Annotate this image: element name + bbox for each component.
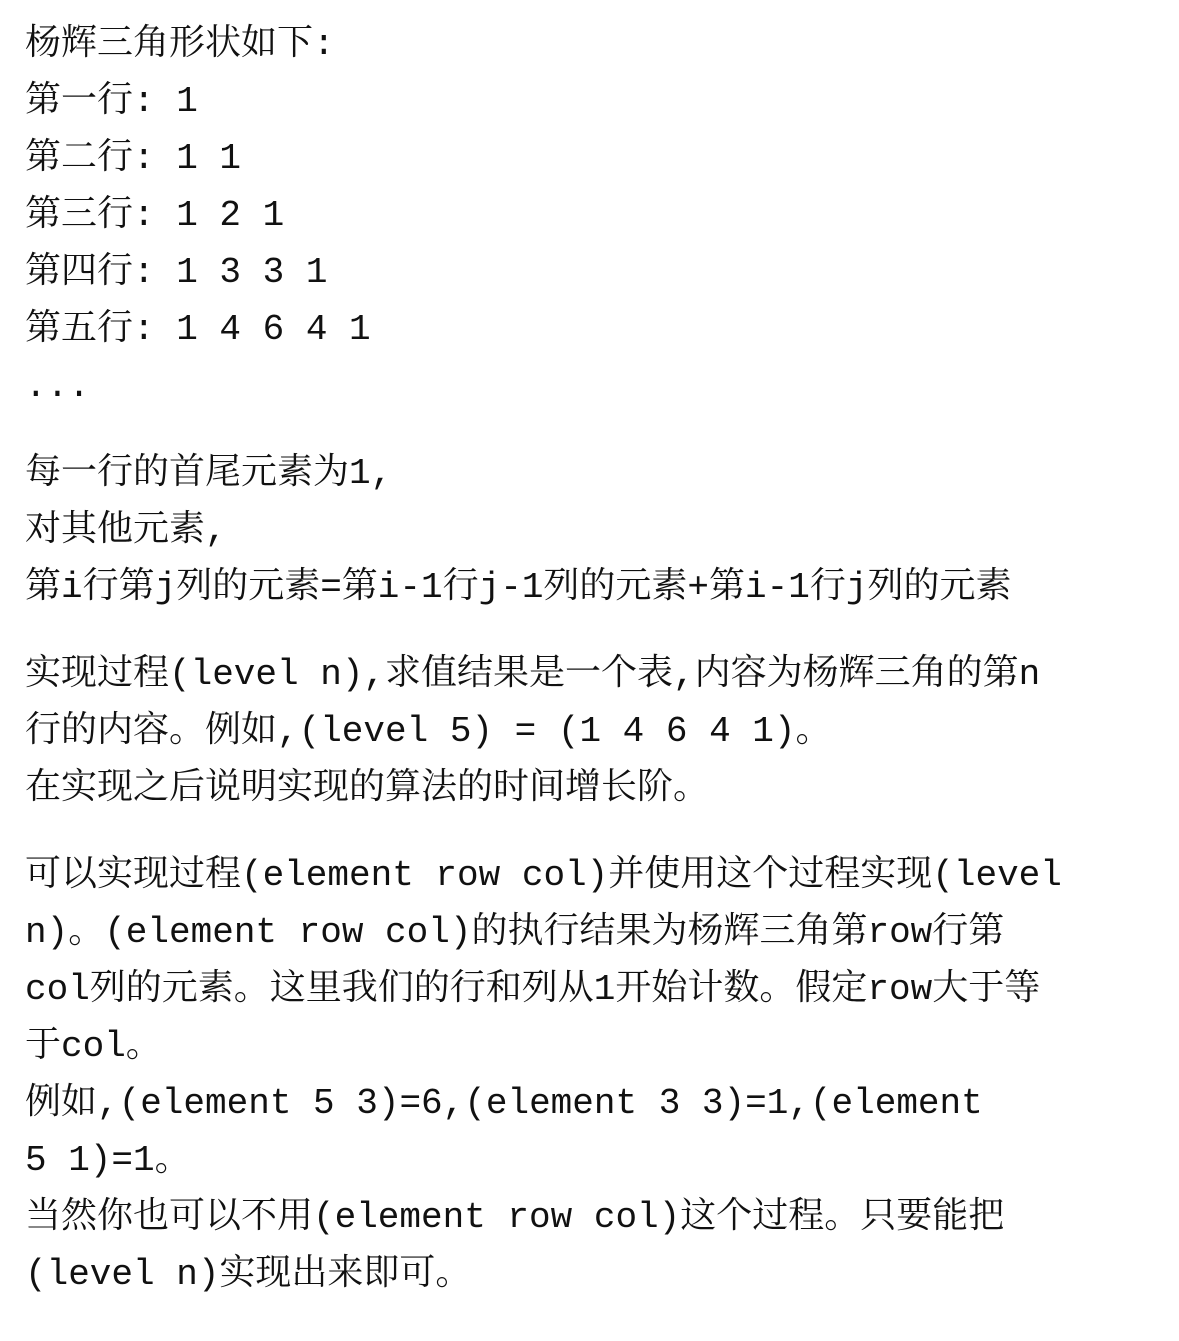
- text-line: (level n)实现出来即可。: [25, 1254, 472, 1295]
- text-line: 第二行: 1 1: [25, 138, 242, 179]
- text-line: 第一行: 1: [25, 81, 198, 122]
- text-line: col列的元素。这里我们的行和列从1开始计数。假定row大于等: [25, 969, 1041, 1010]
- paragraph-gap: [25, 817, 1169, 847]
- text-line: 杨辉三角形状如下:: [25, 24, 335, 65]
- text-line: 于col。: [25, 1026, 162, 1067]
- text-line: ...: [25, 366, 90, 407]
- paragraph: [25, 445, 1169, 616]
- text-line: 实现过程(level n),求值结果是一个表,内容为杨辉三角的第n: [25, 654, 1041, 695]
- paragraph: [25, 646, 1169, 817]
- text-line: 对其他元素,: [25, 510, 227, 551]
- paragraph-gap: [25, 616, 1169, 646]
- paragraph-gap: [25, 415, 1169, 445]
- text-line: 行的内容。例如,(level 5) = (1 4 6 4 1)。: [25, 711, 832, 752]
- problem-document: [25, 16, 1169, 1303]
- text-line: 每一行的首尾元素为1,: [25, 453, 393, 494]
- text-line: 第三行: 1 2 1: [25, 195, 285, 236]
- paragraph: [25, 847, 1169, 1303]
- text-line: 在实现之后说明实现的算法的时间增长阶。: [25, 768, 710, 809]
- text-line: n)。(element row col)的执行结果为杨辉三角第row行第: [25, 912, 1005, 953]
- text-line: 5 1)=1。: [25, 1140, 191, 1181]
- text-line: 当然你也可以不用(element row col)这个过程。只要能把: [25, 1197, 1005, 1238]
- text-line: 例如,(element 5 3)=6,(element 3 3)=1,(element: [25, 1083, 983, 1124]
- text-line: 第五行: 1 4 6 4 1: [25, 309, 371, 350]
- text-line: 可以实现过程(element row col)并使用这个过程实现(level: [25, 855, 1062, 896]
- text-line: 第四行: 1 3 3 1: [25, 252, 328, 293]
- paragraph: [25, 16, 1169, 415]
- text-line: 第i行第j列的元素=第i-1行j-1列的元素+第i-1行j列的元素: [25, 567, 1012, 608]
